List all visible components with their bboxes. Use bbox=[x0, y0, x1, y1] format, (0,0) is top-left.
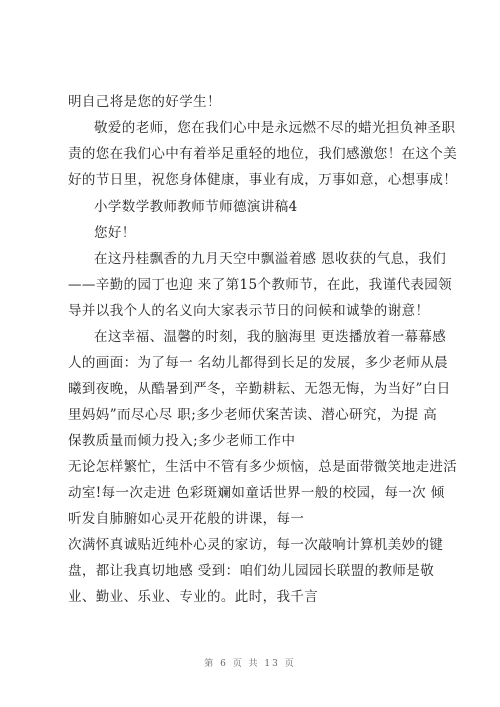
text-line-11: 人的画面：为了每一 名幼儿都得到长足的发展，多少老师从晨 bbox=[68, 355, 448, 371]
section-heading: 小学数学教师教师节师德演讲稿4 bbox=[94, 199, 298, 215]
text-line-14: 保教质量而倾力投入;多少老师工作中 bbox=[68, 433, 296, 449]
text-line-15: 无论怎样繁忙，生活中不管有多少烦恼，总是面带微笑地走进活 bbox=[68, 459, 458, 475]
text-line-16: 动室!每一次走进 色彩斑斓如童话世界一般的校园，每一次 倾 bbox=[68, 485, 445, 501]
text-line-2: 敬爱的老师，您在我们心中是永远燃不尽的蜡光担负神圣职 bbox=[94, 120, 456, 136]
text-line-13: 里妈妈”而尽心尽 职;多少老师伏案苦读、潜心研究，为提 高 bbox=[68, 407, 438, 423]
text-line-8: ——辛勤的园丁也迎 来了第15个教师节，在此，我谨代表园领 bbox=[68, 277, 453, 293]
greeting-line: 您好！ bbox=[94, 225, 136, 241]
page-number-footer: 第 6 页 共 13 页 bbox=[204, 659, 296, 669]
text-line-9: 导并以我个人的名义向大家表示节日的问候和诚挚的谢意！ bbox=[68, 303, 430, 319]
text-line-10: 在这幸福、温馨的时刻，我的脑海里 更迭播放着一幕幕感 bbox=[94, 329, 447, 345]
text-line-20: 业、勤业、乐业、专业的。此时，我千言 bbox=[68, 589, 319, 605]
text-line-7: 在这丹桂飘香的九月天空中飘溢着感 恩收获的气息，我们 bbox=[94, 251, 447, 267]
text-line-12: 曦到夜晚，从酷暑到严冬，辛勤耕耘、无怨无悔，为当好”白日 bbox=[68, 381, 451, 397]
text-line-17: 听发自肺腑如心灵开花般的讲课，每一 bbox=[68, 511, 305, 527]
text-line-3: 责的您在我们心中有着举足重轻的地位，我们感激您！在这个美 bbox=[68, 146, 458, 162]
text-line-18: 次满怀真诚贴近纯朴心灵的家访，每一次敲响计算机美妙的键 bbox=[68, 537, 444, 553]
text-line-19: 盘，都让我真切地感 受到：咱们幼儿园园长联盟的教师是敬 bbox=[68, 563, 435, 579]
text-line-4: 好的节日里，祝您身体健康，事业有成，万事如意，心想事成！ bbox=[68, 172, 458, 188]
text-line-1: 明自己将是您的好学生！ bbox=[68, 94, 221, 110]
